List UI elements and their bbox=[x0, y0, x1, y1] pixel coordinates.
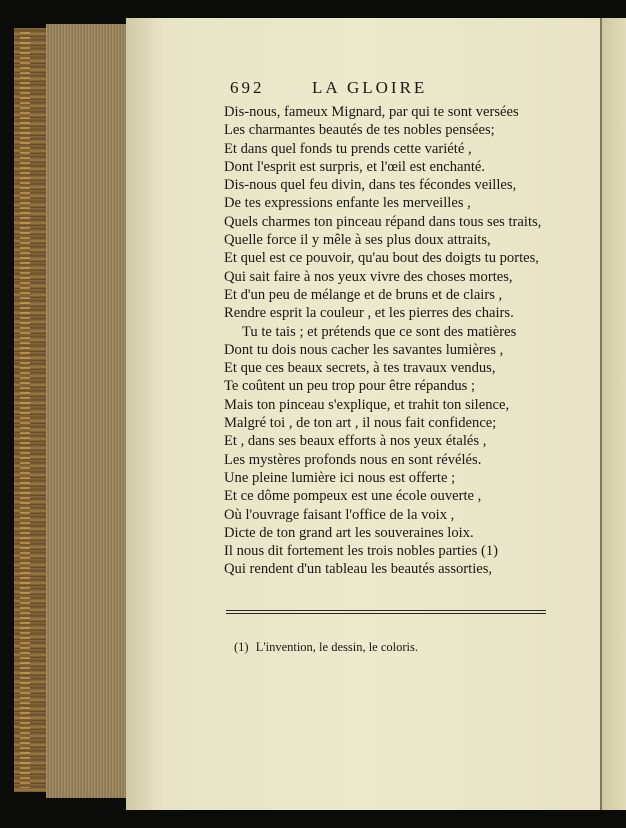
verse-line: Qui sait faire à nos yeux vivre des choses mortes, bbox=[224, 268, 513, 285]
verse-line: Dis-nous, fameux Mignard, par qui te sont versées bbox=[224, 104, 519, 120]
verse-line: Une pleine lumière ici nous est offerte ; bbox=[224, 469, 456, 486]
verse-line: Rendre esprit la couleur , et les pierres des chairs. bbox=[224, 305, 514, 322]
verse-line: Qui rendent d'un tableau les beautés assorties, bbox=[224, 561, 493, 578]
verse-line: Il nous dit fortement les trois nobles parties (1) bbox=[224, 543, 498, 560]
verse-line: Dicte de ton grand art les souveraines loix. bbox=[224, 524, 474, 541]
footnote-divider bbox=[226, 610, 546, 611]
verse-line: Les charmantes beautés de tes nobles pensées; bbox=[224, 122, 495, 139]
verse-line: Dis-nous quel feu divin, dans tes fécondes veilles, bbox=[224, 177, 517, 194]
page-fore-edge bbox=[46, 24, 128, 798]
book-cover-edge bbox=[14, 28, 50, 792]
page-header bbox=[230, 78, 560, 100]
verse-line: Les mystères profonds nous en sont révélés. bbox=[224, 451, 482, 468]
verse-line: Dont tu dois nous cacher les savantes lumières , bbox=[224, 341, 504, 358]
verse-line: Malgré toi , de ton art , il nous fait confidence; bbox=[224, 415, 497, 432]
poem-text bbox=[224, 103, 600, 579]
verse-line: Et d'un peu de mélange et de bruns et de clairs , bbox=[224, 286, 503, 303]
verse-line: Où l'ouvrage faisant l'office de la voix , bbox=[224, 506, 455, 523]
verse-line: Te coûtent un peu trop pour être répandus ; bbox=[224, 378, 476, 395]
footnote bbox=[234, 640, 418, 655]
book-page bbox=[126, 18, 600, 810]
footnote-marker: (1) bbox=[234, 640, 249, 654]
verse-line: Quelle force il y mêle à ses plus doux attraits, bbox=[224, 232, 491, 249]
verse-line: Et que ces beaux secrets, à tes travaux vendus, bbox=[224, 360, 496, 377]
verse-line: Tu te tais ; et prétends que ce sont des matières bbox=[242, 323, 517, 340]
verse-line: Et , dans ses beaux efforts à nos yeux étalés , bbox=[224, 433, 487, 450]
facing-page-edge bbox=[600, 18, 626, 810]
verse-line: Et dans quel fonds tu prends cette variété , bbox=[224, 140, 472, 157]
footnote-text: L'invention, le dessin, le coloris. bbox=[255, 640, 418, 654]
verse-line: De tes expressions enfante les merveilles , bbox=[224, 195, 471, 212]
verse-line: Quels charmes ton pinceau répand dans tous ses traits, bbox=[224, 213, 542, 230]
verse-line: Dont l'esprit est surpris, et l'œil est enchanté. bbox=[224, 158, 485, 175]
verse-line: Et ce dôme pompeux est une école ouverte , bbox=[224, 488, 482, 505]
verse-line: Et quel est ce pouvoir, qu'au bout des doigts tu portes, bbox=[224, 250, 539, 267]
running-title: LA GLOIRE bbox=[312, 78, 428, 97]
verse-line: Mais ton pinceau s'explique, et trahit ton silence, bbox=[224, 396, 510, 413]
page-number: 692 bbox=[230, 78, 265, 97]
